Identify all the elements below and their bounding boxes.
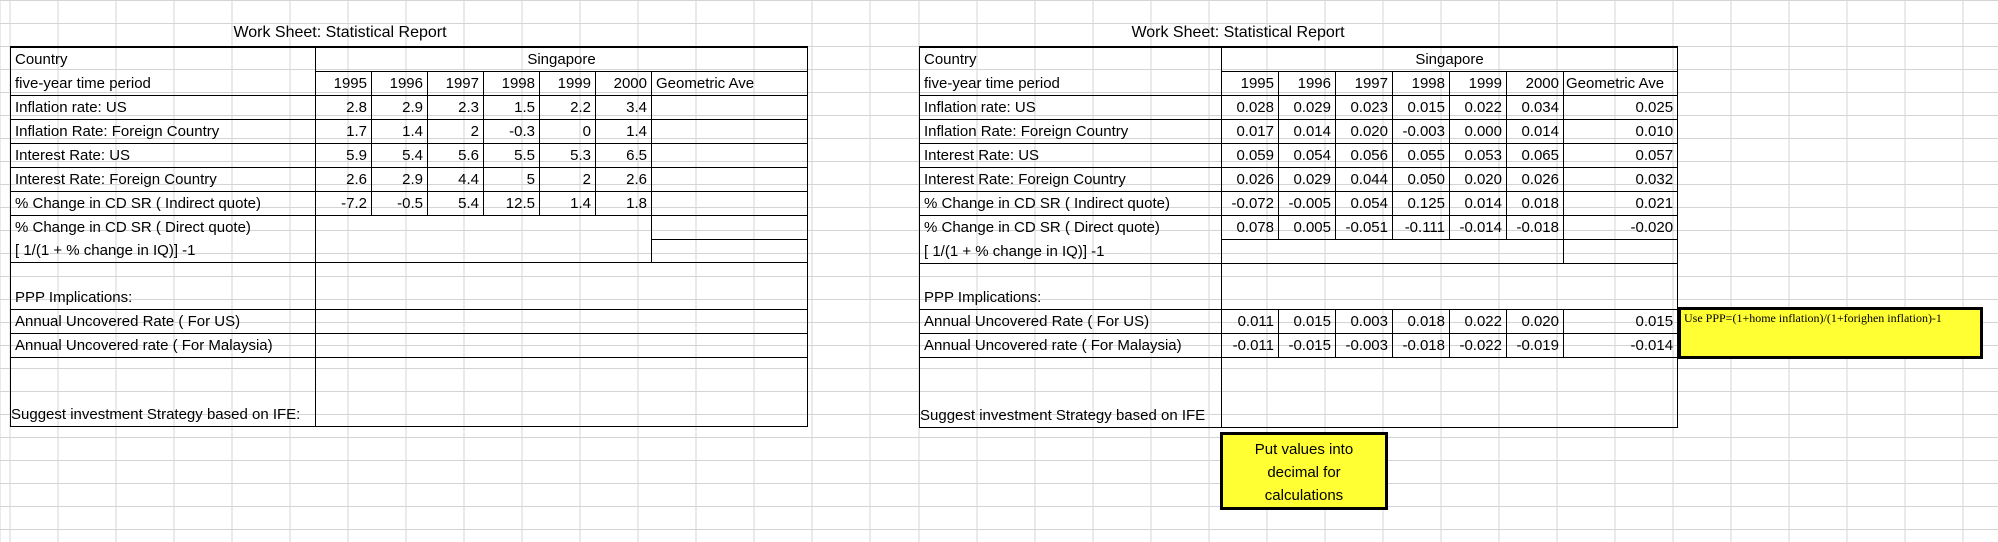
cell[interactable]: 0.014	[1450, 192, 1507, 216]
geo-ave-cell[interactable]: -0.020	[1564, 216, 1678, 240]
cell[interactable]: 12.5	[484, 192, 540, 216]
spacer-cell	[920, 358, 1222, 381]
cell[interactable]: 2.9	[372, 96, 428, 120]
cell[interactable]: 0.056	[1336, 144, 1393, 168]
cell[interactable]: 5.4	[428, 192, 484, 216]
empty-block[interactable]	[316, 333, 808, 357]
geo-ave-cell[interactable]: 0.021	[1564, 192, 1678, 216]
left-sheet-title: Work Sheet: Statistical Report	[233, 24, 447, 41]
spacer-cell	[11, 380, 316, 403]
decimal-reminder-note[interactable]: Put values into decimal for calculations	[1220, 432, 1388, 510]
table-row	[920, 168, 1678, 192]
geo-ave-cell[interactable]	[652, 144, 808, 168]
cell[interactable]: 5.3	[540, 144, 596, 168]
cell[interactable]: 0.017	[1222, 120, 1279, 144]
spacer-cell	[11, 357, 316, 380]
geo-ave-cell[interactable]: 0.032	[1564, 168, 1678, 192]
strategy-label-cell	[11, 403, 316, 427]
cell[interactable]: 0.125	[1393, 192, 1450, 216]
cell[interactable]: 0.000	[1450, 120, 1507, 144]
period-label: five-year time period	[920, 72, 1222, 96]
table-row	[920, 192, 1678, 216]
cell[interactable]: 3.4	[596, 96, 652, 120]
cell[interactable]: 0.044	[1336, 168, 1393, 192]
geo-ave-cell[interactable]	[652, 120, 808, 144]
empty-block[interactable]	[316, 380, 808, 403]
table-row	[920, 96, 1678, 120]
row-label: Annual Uncovered Rate ( For US)	[920, 310, 1222, 334]
cell[interactable]: 0.022	[1450, 310, 1507, 334]
row-label: Inflation Rate: Foreign Country	[11, 120, 316, 144]
cell[interactable]: 1.4	[540, 192, 596, 216]
cell[interactable]: 1.4	[596, 120, 652, 144]
cell[interactable]: -0.018	[1393, 334, 1450, 358]
cell[interactable]: 5.4	[372, 144, 428, 168]
strategy-label: Suggest investment Strategy based on IFE:	[11, 406, 301, 423]
geo-ave-cell[interactable]	[652, 96, 808, 120]
cell[interactable]: 0.050	[1393, 168, 1450, 192]
cell[interactable]: 0.020	[1450, 168, 1507, 192]
cell[interactable]: 0.078	[1222, 216, 1279, 240]
period-label: five-year time period	[11, 72, 316, 96]
strategy-label-cell	[920, 404, 1222, 428]
cell[interactable]: 2	[428, 120, 484, 144]
year-header: 1996	[372, 72, 428, 96]
cell[interactable]: 0.018	[1393, 310, 1450, 334]
cell[interactable]: 0.026	[1222, 168, 1279, 192]
right-report-table	[919, 46, 1678, 428]
geo-ave-cell[interactable]: -0.014	[1564, 334, 1678, 358]
cell[interactable]: 0.015	[1279, 310, 1336, 334]
row-label: [ 1/(1 + % change in IQ)] -1	[11, 239, 316, 263]
cell[interactable]: 0.029	[1279, 96, 1336, 120]
cell[interactable]: -0.005	[1279, 192, 1336, 216]
country-value: Singapore	[1222, 47, 1678, 72]
cell[interactable]: 0.003	[1336, 310, 1393, 334]
row-label: Interest Rate: Foreign Country	[920, 168, 1222, 192]
country-label: Country	[920, 47, 1222, 72]
cell[interactable]: 0.011	[1222, 310, 1279, 334]
cell[interactable]: 2.6	[596, 168, 652, 192]
cell[interactable]: 0.020	[1507, 310, 1564, 334]
year-header: 2000	[596, 72, 652, 96]
strategy-answer-cell[interactable]	[316, 403, 808, 427]
right-sheet-title: Work Sheet: Statistical Report	[1131, 24, 1345, 41]
cell[interactable]: -0.022	[1450, 334, 1507, 358]
row-label: Inflation rate: US	[11, 96, 316, 120]
empty-cell[interactable]	[652, 216, 808, 240]
empty-cell[interactable]	[652, 239, 808, 263]
cell[interactable]: -0.019	[1507, 334, 1564, 358]
table-row	[11, 96, 808, 120]
table-row	[11, 192, 808, 216]
spacer-cell	[920, 263, 1222, 286]
table-row	[920, 144, 1678, 168]
cell[interactable]: 0.020	[1336, 120, 1393, 144]
cell[interactable]: 2.2	[540, 96, 596, 120]
row-label: % Change in CD SR ( Direct quote)	[11, 216, 316, 240]
cell[interactable]: -0.015	[1279, 334, 1336, 358]
table-row	[11, 144, 808, 168]
row-label: Interest Rate: US	[920, 144, 1222, 168]
cell[interactable]: -0.5	[372, 192, 428, 216]
geo-ave-header: Geometric Ave	[652, 72, 808, 96]
cell[interactable]: 0.015	[1393, 96, 1450, 120]
geo-ave-cell[interactable]: 0.010	[1564, 120, 1678, 144]
country-value: Singapore	[316, 47, 808, 72]
cell[interactable]: -0.018	[1507, 216, 1564, 240]
cell[interactable]: -0.011	[1222, 334, 1279, 358]
cell[interactable]: 0.005	[1279, 216, 1336, 240]
table-row	[920, 216, 1678, 240]
geo-ave-cell[interactable]: 0.025	[1564, 96, 1678, 120]
cell[interactable]: 4.4	[428, 168, 484, 192]
cell[interactable]: 0.022	[1450, 96, 1507, 120]
geo-ave-cell[interactable]	[652, 192, 808, 216]
cell[interactable]: 1.4	[372, 120, 428, 144]
cell[interactable]: 2.8	[316, 96, 372, 120]
table-row	[11, 120, 808, 144]
empty-block[interactable]	[316, 357, 808, 380]
empty-block[interactable]	[1222, 286, 1678, 310]
empty-block[interactable]	[316, 309, 808, 333]
empty-block[interactable]	[1222, 358, 1678, 381]
cell[interactable]: -0.072	[1222, 192, 1279, 216]
cell[interactable]: -0.051	[1336, 216, 1393, 240]
cell[interactable]: 1.8	[596, 192, 652, 216]
cell[interactable]: 0.028	[1222, 96, 1279, 120]
cell[interactable]: 0.034	[1507, 96, 1564, 120]
cell[interactable]: 0.026	[1507, 168, 1564, 192]
cell[interactable]: -0.111	[1393, 216, 1450, 240]
cell[interactable]: 0.014	[1507, 120, 1564, 144]
cell[interactable]: 1.5	[484, 96, 540, 120]
row-label: % Change in CD SR ( Direct quote)	[920, 216, 1222, 240]
cell[interactable]: 0.055	[1393, 144, 1450, 168]
strategy-label: Suggest investment Strategy based on IFE	[920, 406, 1206, 424]
empty-block[interactable]	[1222, 263, 1678, 286]
row-label: % Change in CD SR ( Indirect quote)	[11, 192, 316, 216]
table-row	[11, 168, 808, 192]
spacer-cell	[920, 381, 1222, 404]
geo-ave-header: Geometric Ave	[1564, 72, 1678, 96]
year-header: 1997	[428, 72, 484, 96]
cell[interactable]: -7.2	[316, 192, 372, 216]
geo-ave-cell[interactable]: 0.015	[1564, 310, 1678, 334]
cell[interactable]: 6.5	[596, 144, 652, 168]
row-label: Annual Uncovered Rate ( For US)	[11, 309, 316, 333]
year-header: 1995	[316, 72, 372, 96]
cell[interactable]: 2.6	[316, 168, 372, 192]
year-header: 1995	[1222, 72, 1279, 96]
year-header: 2000	[1507, 72, 1564, 96]
row-label: Annual Uncovered rate ( For Malaysia)	[11, 333, 316, 357]
cell[interactable]: 0.065	[1507, 144, 1564, 168]
empty-block[interactable]	[316, 263, 808, 286]
cell[interactable]: 5.9	[316, 144, 372, 168]
cell[interactable]: -0.3	[484, 120, 540, 144]
cell[interactable]: -0.003	[1393, 120, 1450, 144]
left-report-table	[10, 46, 808, 427]
cell[interactable]: 0.018	[1507, 192, 1564, 216]
strategy-answer-cell[interactable]	[1222, 404, 1678, 428]
country-label: Country	[11, 47, 316, 72]
geo-ave-cell[interactable]	[652, 168, 808, 192]
empty-cell[interactable]	[1564, 240, 1678, 264]
empty-block[interactable]	[316, 286, 808, 310]
cell[interactable]: 5.5	[484, 144, 540, 168]
row-label: Annual Uncovered rate ( For Malaysia)	[920, 334, 1222, 358]
cell[interactable]: 0.053	[1450, 144, 1507, 168]
row-label: [ 1/(1 + % change in IQ)] -1	[920, 240, 1222, 264]
row-label: Interest Rate: US	[11, 144, 316, 168]
table-row	[920, 120, 1678, 144]
year-header: 1999	[1450, 72, 1507, 96]
cell[interactable]: 0.023	[1336, 96, 1393, 120]
cell[interactable]: 0.054	[1336, 192, 1393, 216]
cell[interactable]: 2	[540, 168, 596, 192]
cell[interactable]: 2.9	[372, 168, 428, 192]
empty-block[interactable]	[1222, 381, 1678, 404]
year-header: 1998	[484, 72, 540, 96]
cell[interactable]: 5	[484, 168, 540, 192]
cell[interactable]: 0.029	[1279, 168, 1336, 192]
year-header: 1997	[1336, 72, 1393, 96]
ppp-label: PPP Implications:	[920, 286, 1222, 310]
spacer-cell	[11, 263, 316, 286]
cell[interactable]: 0	[540, 120, 596, 144]
row-label: Interest Rate: Foreign Country	[11, 168, 316, 192]
year-header: 1996	[1279, 72, 1336, 96]
cell[interactable]: -0.003	[1336, 334, 1393, 358]
row-label: % Change in CD SR ( Indirect quote)	[920, 192, 1222, 216]
ppp-label: PPP Implications:	[11, 286, 316, 310]
row-label: Inflation rate: US	[920, 96, 1222, 120]
year-header: 1999	[540, 72, 596, 96]
cell[interactable]: -0.014	[1450, 216, 1507, 240]
cell[interactable]: 0.054	[1279, 144, 1336, 168]
cell[interactable]: 2.3	[428, 96, 484, 120]
geo-ave-cell[interactable]: 0.057	[1564, 144, 1678, 168]
ppp-formula-note[interactable]: Use PPP=(1+home inflation)/(1+forighen inflation)-1	[1678, 307, 1983, 359]
year-header: 1998	[1393, 72, 1450, 96]
cell[interactable]: 0.059	[1222, 144, 1279, 168]
empty-block[interactable]	[1222, 240, 1564, 264]
row-label: Inflation Rate: Foreign Country	[920, 120, 1222, 144]
cell[interactable]: 1.7	[316, 120, 372, 144]
empty-block[interactable]	[316, 239, 652, 263]
table-row	[920, 310, 1678, 334]
cell[interactable]: 0.014	[1279, 120, 1336, 144]
cell[interactable]: 5.6	[428, 144, 484, 168]
empty-block[interactable]	[316, 216, 652, 240]
table-row	[920, 334, 1678, 358]
